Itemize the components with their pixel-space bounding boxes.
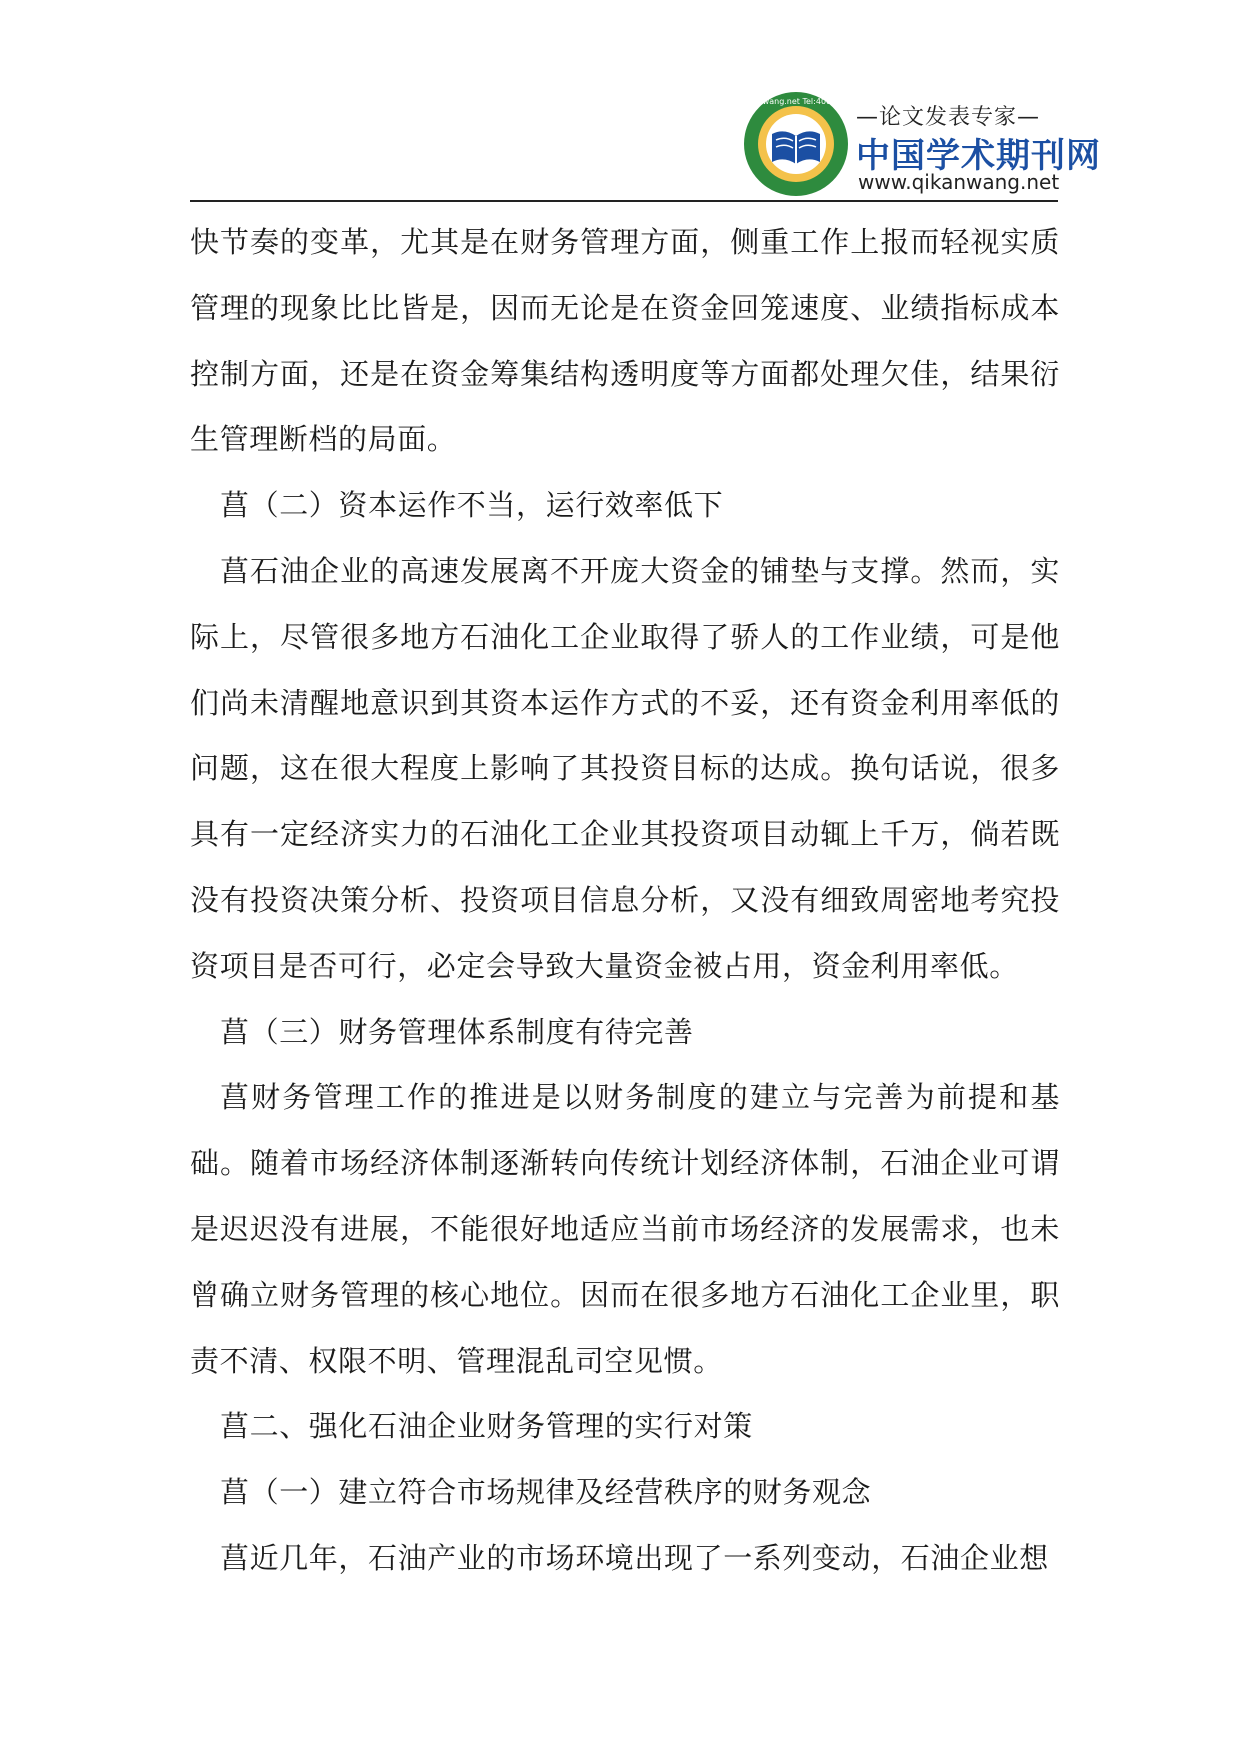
logo-url: www.qikanwang.net (858, 170, 1060, 194)
header-rule (190, 200, 1058, 202)
paragraph: 菖近几年，石油产业的市场环境出现了一系列变动，石油企业想 (220, 1540, 1049, 1575)
seal-ring-text: www.qikanwang.net Tel:400-600-1152 (719, 97, 873, 106)
paragraph: 菖二、强化石油企业财务管理的实行对策 (220, 1409, 753, 1444)
logo-tagline: —论文发表专家— (856, 105, 1041, 130)
paragraph: 菖（一）建立符合市场规律及经营秩序的财务观念 (220, 1475, 872, 1510)
paragraph: 快节奏的变革，尤其是在财务管理方面，侧重工作上报而轻视实质管理的现象比比皆是，因而无论是在资金回笼速度、业绩指标成本控制方面，还是在资金筹集结构透明度等方面都处理欠佳，结果衍生管理断档的局面。 (190, 225, 1060, 457)
header-logo (719, 90, 1101, 200)
paragraph: 菖（三）财务管理体系制度有待完善 (220, 1014, 694, 1049)
paragraph: 菖石油企业的高速发展离不开庞大资金的铺垫与支撑。然而，实际上，尽管很多地方石油化工企业取得了骄人的工作业绩，可是他们尚未清醒地意识到其资本运作方式的不妥，还有资金利用率低的问题，这在很大程度上影响了其投资目标的达成。换句话说，很多具有一定经济实力的石油化工企业其投资项目动辄上千万，倘若既没有投资决策分析、投资项目信息分析，又没有细致周密地考究投资项目是否可行，必定会导致大量资金被占用，资金利用率低。 (190, 553, 1060, 983)
paragraph: 菖（二）资本运作不当，运行效率低下 (220, 488, 724, 523)
logo-site-name: 中国学术期刊网 (856, 136, 1101, 176)
document-body (190, 210, 1060, 1592)
logo-seal-icon (719, 90, 873, 198)
paragraph: 菖财务管理工作的推进是以财务制度的建立与完善为前提和基础。随着市场经济体制逐渐转向传统计划经济体制，石油企业可谓是迟迟没有进展，不能很好地适应当前市场经济的发展需求，也未曾确立财务管理的核心地位。因而在很多地方石油化工企业里，职责不清、权限不明、管理混乱司空见惯。 (190, 1080, 1060, 1378)
